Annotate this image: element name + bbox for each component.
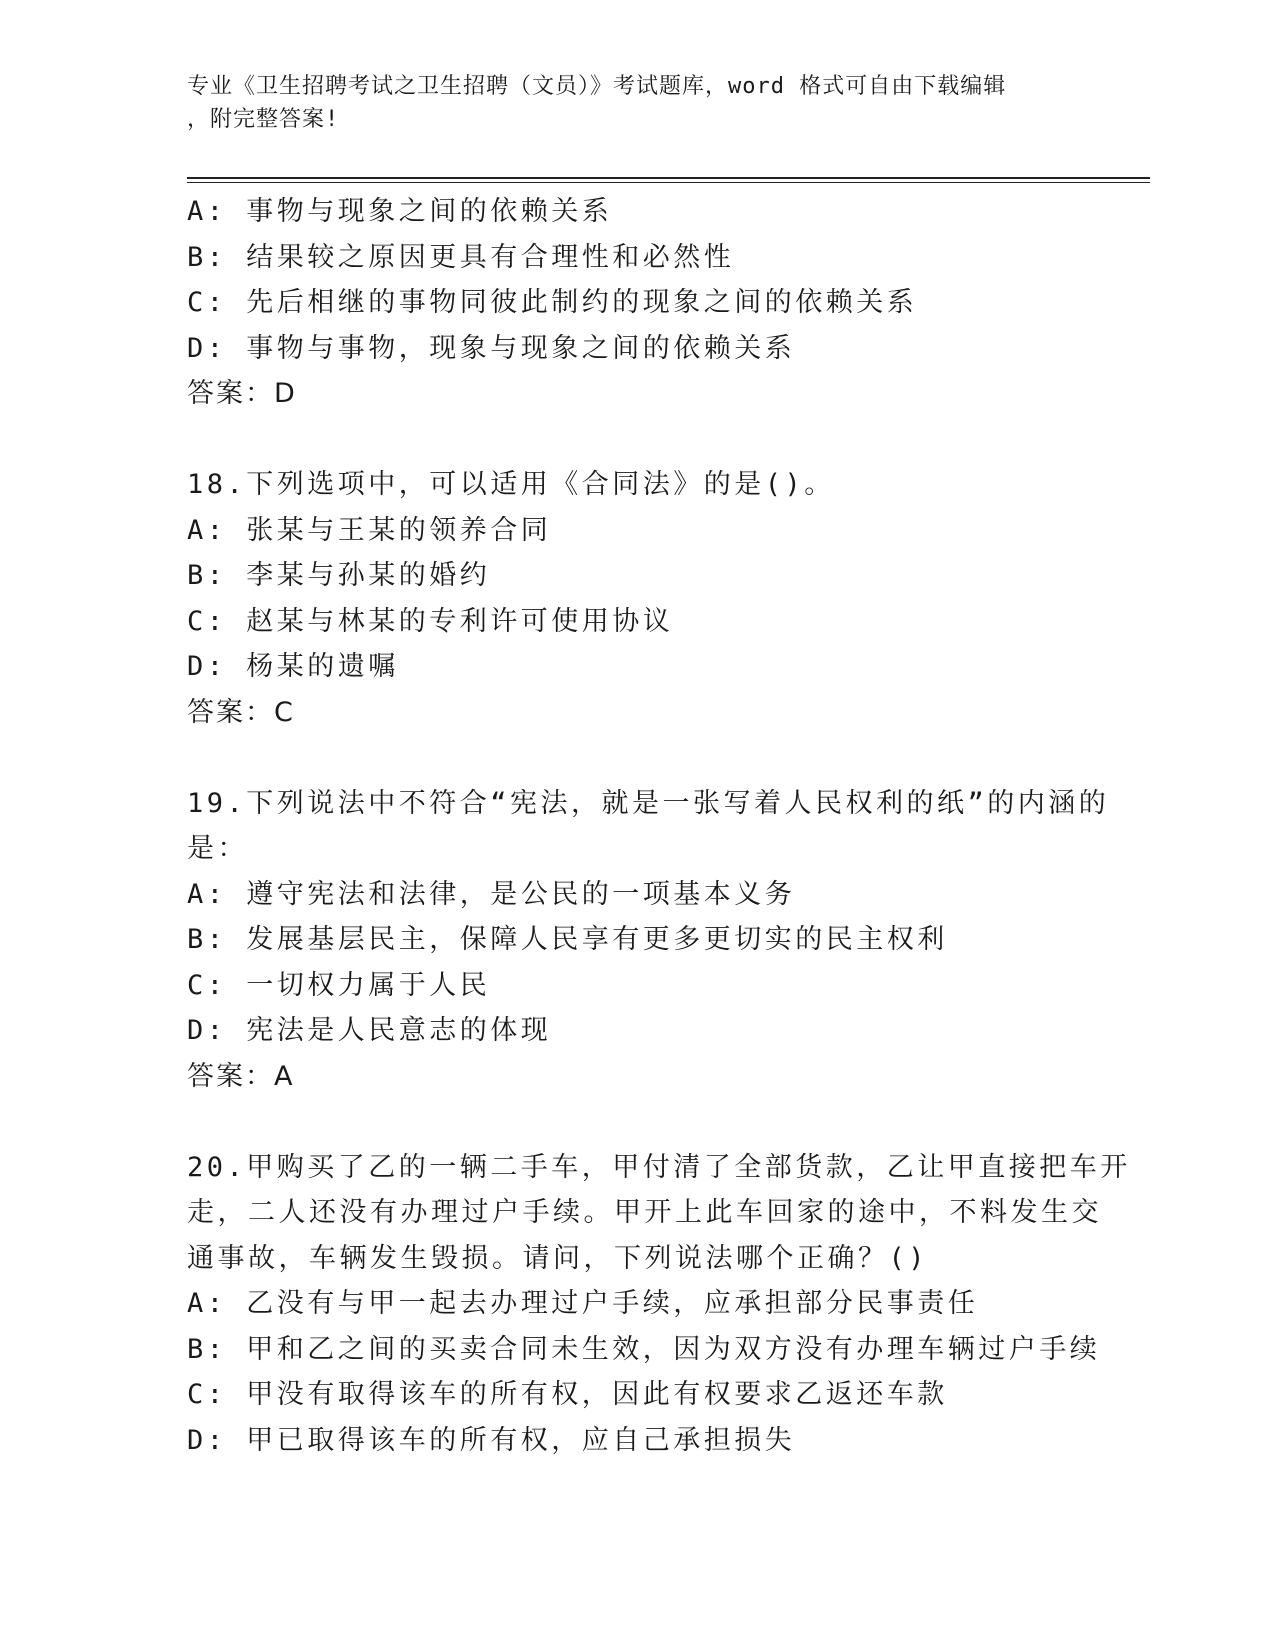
spacer xyxy=(187,417,1087,463)
header-divider xyxy=(187,177,1150,183)
question-stem: 20.甲购买了乙的一辆二手车，甲付清了全部货款，乙让甲直接把车开 xyxy=(187,1151,1131,1183)
spacer xyxy=(187,735,1087,781)
option-a: A: 张某与王某的领养合同 xyxy=(187,514,552,546)
option-b: B: 发展基层民主，保障人民享有更多更切实的民主权利 xyxy=(187,924,948,955)
answer: 答案：A xyxy=(187,1060,295,1092)
option-c: C: 甲没有取得该车的所有权，因此有权要求乙返还车款 xyxy=(187,1379,948,1410)
header-line-1: 专业《卫生招聘考试之卫生招聘（文员）》考试题库，word 格式可自由下载编辑 xyxy=(187,74,1007,99)
answer: 答案：C xyxy=(187,696,295,728)
option-c: C: 赵某与林某的专利许可使用协议 xyxy=(187,605,674,637)
option-d: D: 事物与事物，现象与现象之间的依赖关系 xyxy=(187,332,796,364)
question-20 xyxy=(187,1145,1131,1464)
option-a: A: 遵守宪法和法律，是公民的一项基本义务 xyxy=(187,878,796,910)
option-c: C: 先后相继的事物同彼此制约的现象之间的依赖关系 xyxy=(187,287,918,318)
question-list xyxy=(187,189,1131,1463)
question-stem-continued: 是： xyxy=(187,833,248,864)
answer: 答案：D xyxy=(187,378,297,409)
question-stem: 18.下列选项中，可以适用《合同法》的是()。 xyxy=(187,469,835,500)
spacer xyxy=(187,1099,1087,1145)
header-line-2: ，附完整答案! xyxy=(187,107,340,132)
question-stem-continued: 走，二人还没有办理过户手续。甲开上此车回家的途中，不料发生交 xyxy=(187,1197,1102,1228)
question-18 xyxy=(187,462,1087,735)
option-d: D: 杨某的遗嘱 xyxy=(187,651,399,682)
question-19 xyxy=(187,781,1110,1100)
option-a: A: 事物与现象之间的依赖关系 xyxy=(187,196,613,227)
question-stem-continued: 通事故，车辆发生毁损。请问，下列说法哪个正确？() xyxy=(187,1242,929,1274)
option-d: D: 甲已取得该车的所有权，应自己承担损失 xyxy=(187,1424,796,1456)
option-b: B: 李某与孙某的婚约 xyxy=(187,560,491,591)
option-d: D: 宪法是人民意志的体现 xyxy=(187,1015,552,1046)
question-stem: 19.下列说法中不符合“宪法，就是一张写着人民权利的纸”的内涵的 xyxy=(187,787,1110,819)
option-a: A: 乙没有与甲一起去办理过户手续，应承担部分民事责任 xyxy=(187,1288,979,1319)
option-b: B: 结果较之原因更具有合理性和必然性 xyxy=(187,241,735,273)
document-header xyxy=(187,70,1087,136)
option-c: C: 一切权力属于人民 xyxy=(187,969,491,1001)
option-b: B: 甲和乙之间的买卖合同未生效，因为双方没有办理车辆过户手续 xyxy=(187,1333,1101,1365)
question-17 xyxy=(187,189,1087,417)
